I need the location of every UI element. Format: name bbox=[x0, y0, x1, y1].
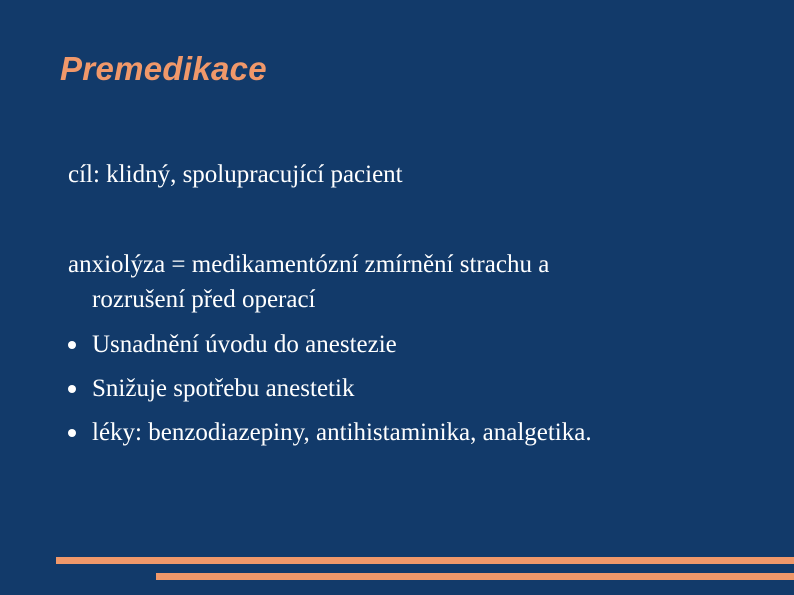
bullet-icon bbox=[68, 385, 76, 393]
bullet-icon bbox=[68, 429, 76, 437]
decorative-bar-bottom bbox=[156, 573, 794, 580]
goal-text: cíl: klidný, spolupracující pacient bbox=[68, 161, 403, 188]
decorative-bar-top bbox=[56, 557, 794, 564]
bullet-text: léky: benzodiazepiny, antihistaminika, analgetika. bbox=[92, 419, 592, 446]
bullet-icon bbox=[68, 341, 76, 349]
anxiolysis-text-line2: rozrušení před operací bbox=[92, 286, 316, 313]
bullet-text: Usnadnění úvodu do anestezie bbox=[92, 331, 397, 358]
anxiolysis-text-line1: anxiolýza = medikamentózní zmírnění strachu a bbox=[68, 251, 550, 278]
slide-title: Premedikace bbox=[60, 50, 267, 87]
bullet-text: Snižuje spotřebu anestetik bbox=[92, 375, 355, 402]
